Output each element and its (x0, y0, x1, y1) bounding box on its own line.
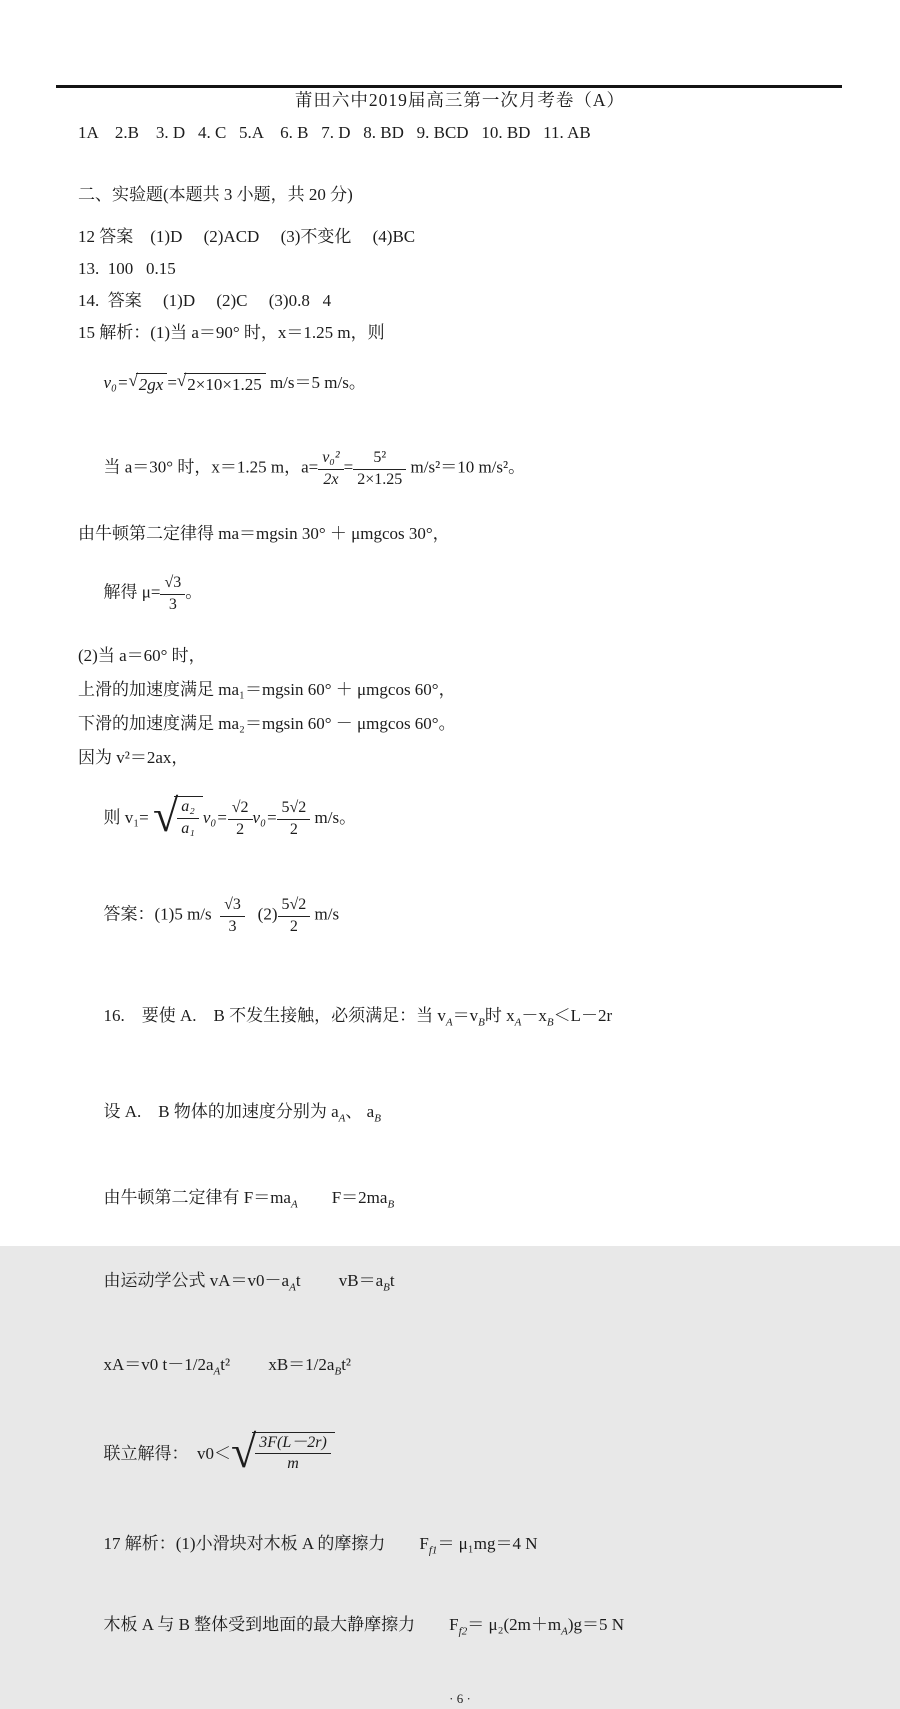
radical-sign: √ (231, 1425, 257, 1477)
subscript: B (374, 1112, 381, 1125)
sqrt-expression (231, 1425, 335, 1478)
subscript: B (546, 1016, 554, 1029)
formula-segment: 联立解得： v0＜ (103, 1443, 231, 1463)
text-segment: 、 a (345, 1102, 375, 1122)
text-segment: －x (521, 1005, 547, 1025)
q15-up-line: 上滑的加速度满足 ma₁＝mgsin 60° ＋ μmgcos 60°， (78, 680, 456, 700)
answer-key-row: 1A 2.B 3. D 4. C 5.A 6. B 7. D 8. BD 9. BCD 10. BD 11. AB (78, 123, 591, 142)
q16-setup-line (78, 1082, 842, 1148)
subscript: A (213, 1365, 221, 1378)
q16-newton-line (78, 1168, 842, 1234)
q15-newton-line: 由牛顿第二定律得 ma＝mgsin 30° ＋ μmgcos 30°， (78, 524, 450, 544)
radical-sign: √ (128, 371, 138, 391)
text-segment: )g＝5 N (567, 1614, 625, 1634)
text-segment: F＝2ma (297, 1188, 388, 1208)
numerator: 5√2 (281, 896, 307, 914)
denominator: 2 (228, 819, 253, 839)
fraction (353, 449, 406, 489)
formula-segment: v₀= (202, 807, 228, 827)
numerator: v₀² (322, 448, 340, 466)
formula-segment: v₀= (252, 807, 278, 827)
text-segment: 由运动学公式 vA＝v0－a (103, 1270, 290, 1290)
text-segment: ＝ μ₁mg＝4 N (437, 1533, 538, 1553)
radicand (252, 1432, 335, 1474)
subscript: B (478, 1016, 485, 1029)
formula-segment: 当 a＝30° 时，x＝1.25 m，a= (103, 457, 319, 477)
sqrt-expression (177, 373, 266, 395)
numerator: 5² (373, 448, 387, 466)
text-segment: ＝v (452, 1005, 479, 1025)
sqrt-expression (128, 373, 167, 395)
formula-segment: 则 v₁= (103, 807, 154, 827)
formula-segment: v₀= (103, 373, 129, 392)
fraction (255, 1434, 331, 1474)
q13-answer: 13. 100 0.15 (78, 259, 176, 278)
denominator: a₁ (177, 818, 199, 838)
text-segment: t vB＝a (295, 1270, 384, 1290)
subscript: f2 (458, 1625, 468, 1638)
radical-sign: √ (176, 371, 187, 391)
q17-line2 (78, 1595, 842, 1661)
formula-segment: 答案：(1)5 m/s (103, 904, 221, 924)
denominator: 2 (277, 819, 310, 839)
numerator: √2 (231, 799, 249, 817)
subscript: A (561, 1625, 568, 1638)
q16-kinematics-line (78, 1251, 842, 1317)
numerator: √3 (224, 896, 241, 914)
q15-formula-a30 (78, 429, 842, 509)
q15-mu-line (78, 554, 842, 634)
denominator: 3 (160, 594, 185, 614)
text-segment: 设 A. B 物体的加速度分别为 a (103, 1102, 339, 1122)
sqrt-expression (153, 790, 203, 842)
page-number: · 6 · (449, 1691, 471, 1707)
fraction (160, 574, 185, 614)
formula-segment: m/s²＝10 m/s²。 (406, 457, 526, 477)
text-segment: t² xB＝1/2a (220, 1355, 335, 1375)
q15-formula-v0 (78, 353, 842, 415)
radical-sign: √ (153, 790, 179, 842)
text-segment: ＜L－2r (553, 1005, 613, 1025)
subscript: B (387, 1198, 395, 1211)
q16-condition-line (78, 986, 842, 1052)
formula-segment: m/s。 (310, 807, 357, 827)
formula-segment: m/s＝5 m/s。 (265, 373, 366, 392)
fraction (228, 799, 253, 839)
subscript: A (290, 1198, 298, 1211)
formula-segment: 解得 μ= (103, 583, 161, 603)
text-segment: 16. 要使 A. B 不发生接触，必须满足：当 v (103, 1005, 446, 1025)
text-segment: t² (341, 1355, 352, 1375)
radicand: 2gx (136, 373, 168, 395)
radicand (174, 796, 203, 838)
subscript: B (334, 1365, 342, 1378)
subscript: B (383, 1281, 390, 1294)
text-segment: 时 x (484, 1005, 515, 1025)
subscript: A (338, 1112, 346, 1125)
q17-line1 (78, 1514, 842, 1580)
q15-because-line: 因为 v²＝2ax， (78, 748, 189, 768)
q15-answer-line (78, 876, 842, 956)
numerator: a₂ (181, 798, 195, 816)
page-title: 莆田六中2019届高三第一次月考卷（A） (294, 90, 626, 110)
numerator: 3F(L－2r) (259, 1433, 327, 1451)
denominator: 3 (220, 916, 245, 936)
q14-answer: 14. 答案 (1)D (2)C (3)0.8 4 (78, 291, 332, 310)
q15-formula-v1 (78, 776, 842, 862)
fraction (220, 896, 245, 936)
text-segment: t (389, 1270, 395, 1290)
fraction (318, 449, 343, 489)
numerator: √3 (164, 574, 182, 592)
subscript: f1 (428, 1543, 438, 1556)
q16-result-line (78, 1412, 842, 1498)
formula-segment: 。 (185, 583, 203, 603)
formula-segment: (2) (244, 904, 278, 924)
subscript: A (514, 1016, 522, 1029)
formula-segment: = (343, 457, 354, 477)
section-header: 二、实验题(本题共 3 小题，共 20 分) (78, 185, 353, 204)
denominator: 2 (278, 916, 311, 936)
q15-case2-line: (2)当 a＝60° 时， (78, 646, 206, 666)
q15-head: 15 解析：(1)当 a＝90° 时，x＝1.25 m，则 (78, 323, 385, 342)
header-rule (56, 85, 842, 88)
formula-segment: = (167, 373, 177, 392)
fraction (277, 799, 310, 839)
subscript: A (445, 1016, 453, 1029)
text-segment: 17 解析：(1)小滑块对木板 A 的摩擦力 F (103, 1533, 429, 1553)
q15-down-line: 下滑的加速度满足 ma₂＝mgsin 60° － μmgcos 60°。 (78, 714, 456, 734)
fraction (278, 896, 311, 936)
q16-displacement-line (78, 1335, 842, 1401)
denominator: m (255, 1453, 331, 1473)
denominator: 2×1.25 (353, 469, 406, 489)
radicand: 2×10×1.25 (184, 373, 265, 395)
denominator: 2x (318, 469, 343, 489)
q12-answer: 12 答案 (1)D (2)ACD (3)不变化 (4)BC (78, 227, 416, 246)
text-segment: xA＝v0 t－1/2a (103, 1355, 214, 1375)
formula-segment: m/s (310, 904, 340, 924)
numerator: 5√2 (281, 799, 307, 817)
fraction (177, 798, 199, 838)
text-segment: 由牛顿第二定律有 F＝ma (103, 1188, 291, 1208)
text-segment: 木板 A 与 B 整体受到地面的最大静摩擦力 F (103, 1614, 459, 1634)
text-segment: ＝ μ₂(2m＋m (467, 1614, 562, 1634)
subscript: A (289, 1281, 296, 1294)
